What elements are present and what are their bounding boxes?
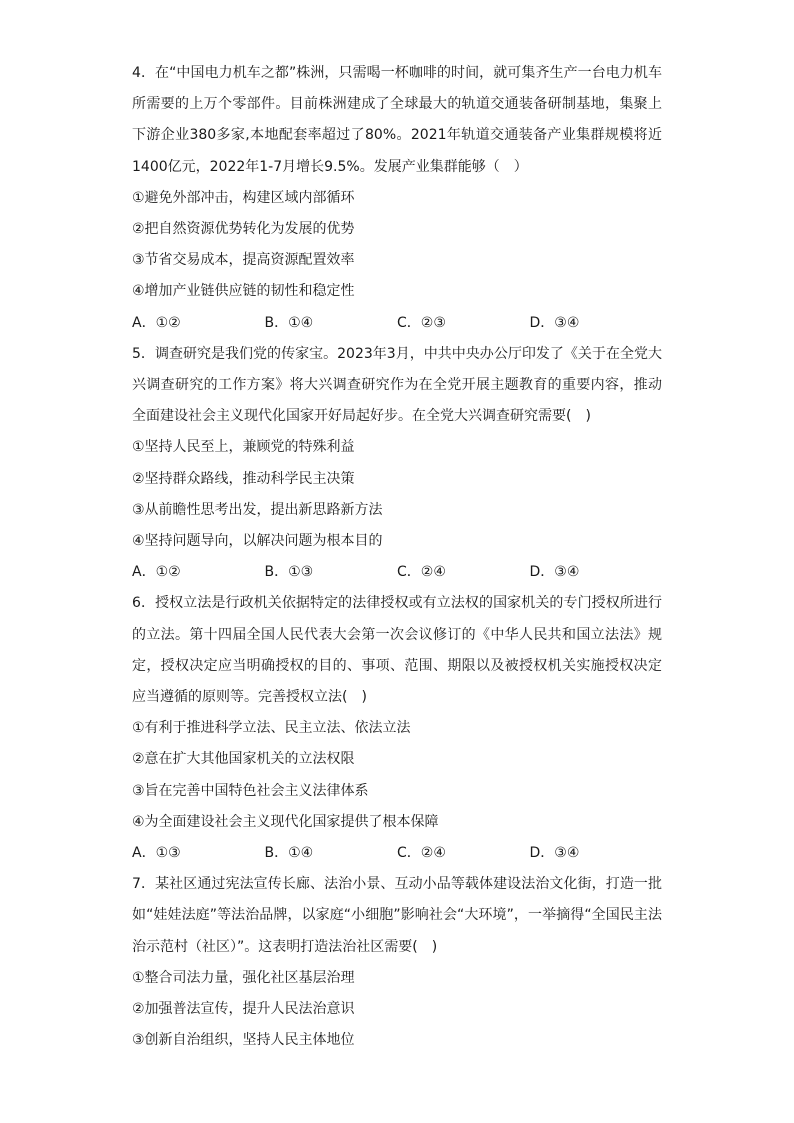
answer-choices (132, 838, 662, 869)
answer-choices (132, 308, 662, 339)
option-3: ③从前瞻性思考出发，提出新思路新方法 (132, 501, 383, 518)
exam-page (132, 58, 662, 1057)
answer-a[interactable]: A．①② (132, 314, 181, 331)
question-7 (132, 869, 662, 1056)
question-5 (132, 339, 662, 589)
answer-d[interactable]: D．③④ (529, 564, 580, 581)
option-1: ①有利于推进科学立法、民主立法、依法立法 (132, 720, 411, 737)
option-3: ③旨在完善中国特色社会主义法律体系 (132, 782, 369, 799)
option-2: ②意在扩大其他国家机关的立法权限 (132, 751, 355, 768)
option-4: ④坚持问题导向，以解决问题为根本目的 (132, 533, 383, 550)
answer-b[interactable]: B．①④ (264, 845, 314, 862)
question-4 (132, 58, 662, 339)
option-4: ④为全面建设社会主义现代化国家提供了根本保障 (132, 813, 439, 830)
option-2: ②加强普法宣传，提升人民法治意识 (132, 1001, 355, 1018)
question-stem: 6．授权立法是行政机关依据特定的法律授权或有立法权的国家机关的专门授权所进行的立法。第十四届全国人民代表大会第一次会议修订的《中华人民共和国立法法》规定，授权决定应当明确授权的目的、事项、范围、期限以及被授权机关实施授权决定应当遵循的原则等。完善授权立法( ) (132, 595, 662, 706)
option-1: ①坚持人民至上，兼顾党的特殊利益 (132, 439, 355, 456)
answer-d[interactable]: D．③④ (529, 845, 580, 862)
answer-d[interactable]: D．③④ (529, 314, 580, 331)
question-stem: 4．在“中国电力机车之都”株洲，只需喝一杯咖啡的时间，就可集齐生产一台电力机车所需要的上万个零部件。目前株洲建成了全球最大的轨道交通装备研制基地，集聚上下游企业380多家,本地配套率超过了80%。2021年轨道交通装备产业集群规模将近1400亿元，2022年1-7月增长9.5%。发展产业集群能够（ ） (132, 65, 662, 175)
answer-b[interactable]: B．①③ (264, 564, 314, 581)
option-2: ②把自然资源优势转化为发展的优势 (132, 221, 355, 238)
option-3: ③节省交易成本，提高资源配置效率 (132, 252, 355, 269)
option-4: ④增加产业链供应链的韧性和稳定性 (132, 283, 355, 300)
question-stem: 7．某社区通过宪法宣传长廊、法治小景、互动小品等载体建设法治文化街，打造一批如“娃娃法庭”等法治品牌，以家庭“小细胞”影响社会“大环境”，一举摘得“全国民主法治示范村（社区）”。这表明打造法治社区需要( ) (132, 876, 662, 955)
answer-c[interactable]: C．②④ (397, 845, 446, 862)
answer-a[interactable]: A．①③ (132, 845, 181, 862)
option-1: ①避免外部冲击，构建区域内部循环 (132, 189, 355, 206)
answer-a[interactable]: A．①② (132, 564, 181, 581)
option-1: ①整合司法力量，强化社区基层治理 (132, 969, 355, 986)
answer-choices (132, 557, 662, 588)
question-stem: 5．调查研究是我们党的传家宝。2023年3月，中共中央办公厅印发了《关于在全党大兴调查研究的工作方案》将大兴调查研究作为在全党开展主题教育的重要内容，推动全面建设社会主义现代化国家开好局起好步。在全党大兴调查研究需要( ) (132, 345, 662, 425)
answer-b[interactable]: B．①④ (264, 314, 314, 331)
answer-c[interactable]: C．②④ (397, 564, 446, 581)
option-2: ②坚持群众路线，推动科学民主决策 (132, 470, 355, 487)
option-3: ③创新自治组织，坚持人民主体地位 (132, 1032, 355, 1049)
answer-c[interactable]: C．②③ (397, 314, 446, 331)
question-6 (132, 588, 662, 869)
